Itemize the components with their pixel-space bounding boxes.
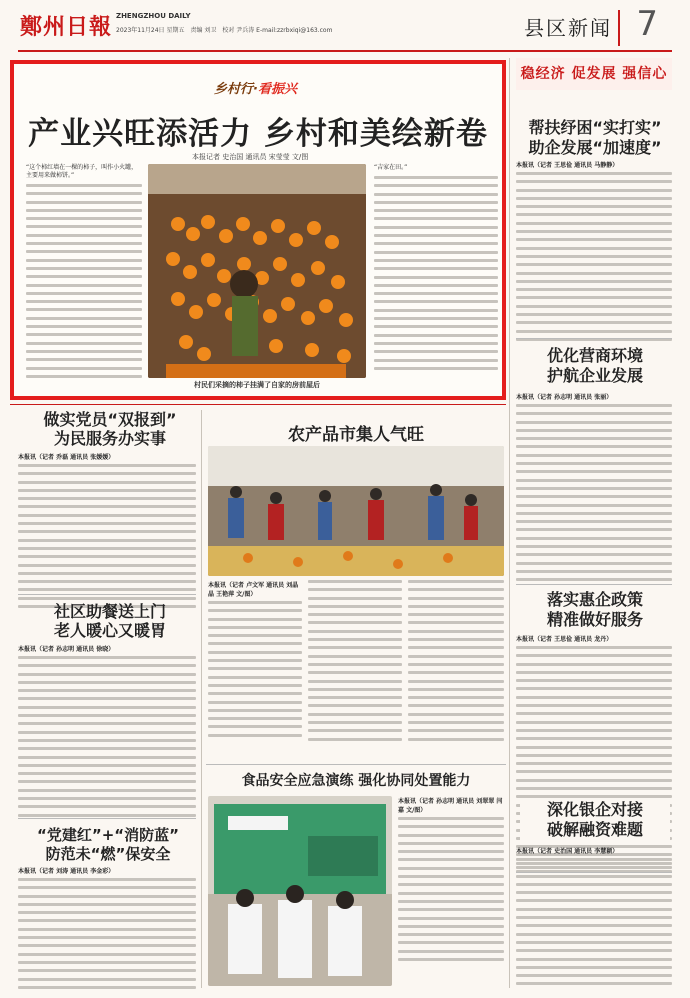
left-article2-lead: 本报讯（记者 孙志明 通讯员 徐晓）: [18, 646, 115, 653]
right-article4-lead: 本报讯（记者 史治国 通讯员 李慧颖）: [516, 848, 619, 855]
left-column-divider: [201, 410, 202, 988]
left-divider-1: [18, 594, 196, 595]
persimmon-photo-illustration: [148, 164, 366, 378]
right-divider-1: [516, 338, 672, 339]
right-divider-2: [516, 584, 672, 585]
persimmon-photo-caption: 村民们采摘的柿子挂满了自家的房前屋后: [194, 381, 320, 389]
right-article2-lead: 本报讯（记者 孙志明 通讯员 张丽）: [516, 394, 613, 401]
food-safety-photo-illustration: [208, 796, 392, 986]
feature-byline: 本报记者 史治国 通讯员 宋莹莹 文/图: [192, 153, 309, 161]
page-number-divider: [618, 10, 620, 46]
left-divider-2: [18, 818, 196, 819]
left-article3-title-line2: 防范未“燃”保安全: [45, 845, 171, 863]
food-safety-lead: 本报讯（记者 孙志明 通讯员 刘翠翠 闫嘉 文/图）: [398, 798, 503, 814]
feature-text-left: [26, 164, 142, 388]
section-title: 县区新闻: [524, 16, 612, 40]
market-photo-illustration: [208, 446, 504, 576]
feature-body-right: [374, 176, 498, 370]
market-photo: [208, 446, 504, 576]
left-article1-body: [18, 452, 196, 613]
banner-dot: ·: [253, 82, 258, 97]
left-article3-title: [20, 826, 196, 864]
right-article3-title: [520, 590, 670, 630]
right-article3-lead: 本报讯（记者 王思俭 通讯员 龙丹）: [516, 636, 613, 643]
newspaper-logo: 鄭州日報: [20, 14, 113, 40]
market-body: [208, 580, 504, 760]
right-column-divider: [509, 58, 510, 988]
market-title: 农产品市集人气旺: [288, 425, 424, 445]
right-article2-title: [520, 346, 670, 386]
right-article1-title: [520, 118, 670, 158]
left-article3-title-line1: “党建红”+“消防蓝”: [36, 826, 179, 844]
right-article3-body: [516, 634, 672, 878]
page-number: 7: [636, 4, 658, 44]
feature-article: [10, 60, 506, 400]
right-article3-title-line2: 精准做好服务: [546, 610, 643, 629]
food-safety-photo: [208, 796, 392, 986]
right-article1-title-line1: 帮扶纾困“实打实”: [528, 118, 662, 137]
left-article3-lead: 本报讯（记者 刘涛 通讯员 李金彩）: [18, 868, 115, 875]
banner-prefix: 乡村行: [214, 82, 254, 97]
right-column-slogan: 稳经济 促发展 强信心: [516, 58, 672, 90]
market-lead: 本报讯（记者 卢文军 通讯员 刘晶晶 王艳萍 文/图）: [208, 582, 299, 598]
feature-lead-left: “这个柿红墙在一棵的柿子，叫作小火罐，主要用来做柿饼。”: [26, 164, 138, 179]
feature-title: 产业兴旺添活力 乡村和美绘新卷: [28, 116, 488, 152]
feature-banner: [214, 78, 300, 100]
page-header: [18, 6, 672, 52]
right-article4-title-line1: 深化银企对接: [546, 800, 643, 819]
right-article4-title: [520, 800, 670, 840]
right-article4-body: [516, 846, 672, 991]
left-article2-title-line1: 社区助餐送上门: [53, 602, 166, 621]
left-article1-title: [26, 410, 194, 448]
left-article1-lead: 本报讯（记者 乔磊 通讯员 张媛媛）: [18, 454, 115, 461]
feature-body-left: [26, 184, 142, 378]
food-safety-title: 食品安全应急演练 强化协同处置能力: [241, 773, 471, 789]
left-article1-title-line1: 做实党员“双报到”: [43, 410, 177, 429]
left-article1-title-line2: 为民服务办实事: [53, 429, 166, 448]
right-article4-title-line2: 破解融资难题: [546, 820, 643, 839]
left-article3-body: [18, 866, 196, 994]
feature-text-right: [374, 164, 498, 388]
left-article2-title: [26, 602, 194, 640]
persimmon-photo: [148, 164, 366, 378]
right-article2-title-line1: 优化营商环境: [546, 346, 643, 365]
issue-meta: 2023年11月24日 星期五 责编 刘卫 校对 尹兵涛 E-mail:zzrbxiqi@163.com: [116, 27, 333, 34]
right-article2-title-line2: 护航企业发展: [546, 366, 643, 385]
right-article1-lead: 本报讯（记者 王思俭 通讯员 马静静）: [516, 162, 619, 169]
right-article1-title-line2: 助企发展“加速度”: [528, 138, 662, 157]
newspaper-english-name: ZHENGZHOU DAILY: [116, 12, 191, 20]
middle-divider: [206, 764, 506, 765]
left-article2-title-line2: 老人暖心又暖胃: [53, 621, 166, 640]
feature-bottom-rule: [10, 404, 506, 405]
right-article3-title-line1: 落实惠企政策: [546, 590, 643, 609]
right-article2-body: [516, 392, 672, 587]
food-safety-body: [398, 796, 504, 966]
banner-suffix: 看振兴: [257, 82, 297, 97]
feature-lead-right: “吉家在田。”: [374, 164, 408, 171]
left-article2-body: [18, 644, 196, 822]
right-article1-body: [516, 160, 672, 346]
